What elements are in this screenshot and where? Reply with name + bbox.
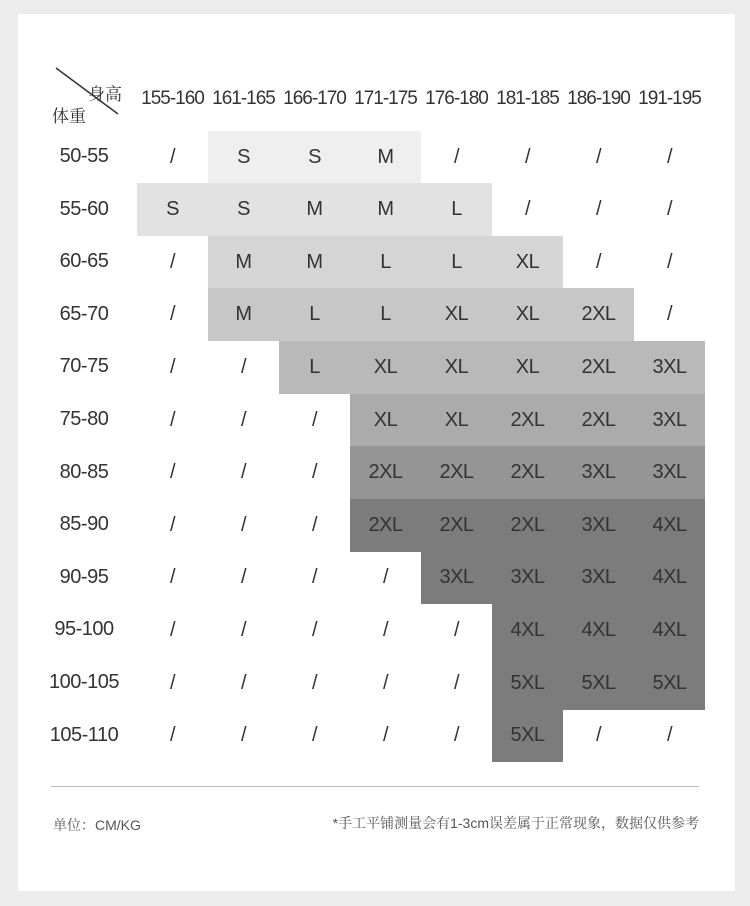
size-cell: 2XL	[350, 446, 421, 499]
height-column-header: 191-195	[638, 88, 701, 109]
size-cell: /	[169, 355, 176, 378]
size-cell: 5XL	[563, 657, 634, 710]
size-cell: S	[279, 131, 350, 184]
size-cell: M	[208, 236, 279, 289]
height-column-header: 181-185	[496, 88, 559, 109]
size-cell: XL	[421, 288, 492, 341]
size-cell: 3XL	[492, 551, 563, 604]
size-cell: 2XL	[563, 288, 634, 341]
size-cell: 4XL	[492, 604, 563, 657]
size-cell: 5XL	[634, 657, 705, 710]
size-cell: /	[240, 408, 247, 431]
size-cell: /	[382, 724, 389, 747]
unit-note: 单位：CM/KG	[53, 817, 141, 833]
size-cell: /	[666, 198, 673, 221]
size-cell: /	[240, 513, 247, 536]
size-cell: /	[240, 355, 247, 378]
size-cell: 2XL	[563, 341, 634, 394]
size-cell: /	[311, 513, 318, 536]
size-cell: L	[421, 183, 492, 236]
size-cell: /	[595, 724, 602, 747]
size-cell: /	[240, 671, 247, 694]
size-cell: /	[453, 724, 460, 747]
size-cell: /	[169, 461, 176, 484]
size-cell: 4XL	[634, 499, 705, 552]
measurement-disclaimer: *手工平铺测量会有1-3cm误差属于正常现象，数据仅供参考	[332, 815, 699, 831]
size-cell: /	[453, 145, 460, 168]
size-cell: /	[240, 618, 247, 641]
size-cell: /	[595, 145, 602, 168]
size-cell: 4XL	[634, 604, 705, 657]
weight-row-label: 75-80	[59, 408, 109, 430]
size-cell: /	[169, 618, 176, 641]
size-cell: S	[208, 131, 279, 184]
size-cell: /	[382, 618, 389, 641]
size-cell: XL	[421, 394, 492, 447]
size-cell: /	[595, 198, 602, 221]
size-cell: /	[524, 198, 531, 221]
weight-row-label: 85-90	[59, 513, 109, 536]
size-cell: 4XL	[634, 551, 705, 604]
size-cell: S	[137, 183, 208, 236]
size-cell: XL	[350, 394, 421, 447]
height-column-header: 186-190	[567, 88, 630, 109]
size-cell: /	[595, 250, 602, 273]
size-cell: 3XL	[421, 551, 492, 604]
weight-row-label: 80-85	[59, 460, 109, 483]
size-cell: M	[350, 183, 421, 236]
size-cell: 3XL	[563, 446, 634, 499]
size-cell: /	[666, 303, 673, 326]
size-cell: XL	[492, 236, 563, 289]
weight-row-label: 70-75	[59, 355, 109, 378]
weight-row-label: 65-70	[59, 302, 109, 325]
size-cell: /	[453, 671, 460, 694]
weight-row-label: 60-65	[59, 250, 109, 273]
weight-row-label: 55-60	[59, 197, 109, 220]
size-cell: /	[311, 618, 318, 641]
size-cell: /	[169, 303, 176, 326]
size-cell: /	[240, 461, 247, 484]
size-cell: XL	[350, 341, 421, 394]
size-cell: 3XL	[563, 551, 634, 604]
size-cell: 2XL	[563, 394, 634, 447]
height-column-header: 166-170	[283, 88, 346, 109]
size-cell: L	[279, 288, 350, 341]
size-cell: M	[208, 288, 279, 341]
table-corner-header	[52, 66, 122, 126]
size-cell: /	[311, 408, 318, 431]
size-cell: S	[208, 183, 279, 236]
weight-row-label: 100-105	[49, 671, 119, 693]
size-cell: L	[350, 288, 421, 341]
size-cell: /	[169, 724, 176, 747]
size-cell: /	[311, 461, 318, 484]
size-cell: /	[382, 671, 389, 694]
size-cell: 2XL	[492, 394, 563, 447]
size-cell: L	[350, 236, 421, 289]
size-cell: 5XL	[492, 657, 563, 710]
size-cell: /	[453, 618, 460, 641]
weight-row-label: 95-100	[54, 618, 114, 641]
size-cell: /	[311, 671, 318, 694]
footer-divider	[51, 786, 699, 787]
height-column-header: 176-180	[425, 88, 488, 109]
size-cell: /	[240, 724, 247, 747]
weight-axis-label: 体重	[52, 107, 86, 126]
size-cell: M	[279, 236, 350, 289]
size-cell: 2XL	[492, 499, 563, 552]
size-cell: /	[169, 566, 176, 589]
size-cell: /	[169, 408, 176, 431]
size-cell: /	[666, 724, 673, 747]
size-cell: 3XL	[563, 499, 634, 552]
height-column-header: 171-175	[354, 88, 417, 109]
size-cell: /	[311, 566, 318, 589]
weight-row-label: 90-95	[59, 565, 109, 588]
size-cell: /	[524, 145, 531, 168]
size-cell: /	[169, 250, 176, 273]
size-cell: 5XL	[492, 709, 563, 762]
size-cell: 2XL	[350, 499, 421, 552]
size-cell: 2XL	[421, 446, 492, 499]
size-cell: /	[169, 671, 176, 694]
size-cell: XL	[421, 341, 492, 394]
size-cell: XL	[492, 288, 563, 341]
height-column-header: 155-160	[141, 88, 204, 109]
size-cell: M	[350, 131, 421, 184]
size-cell: L	[421, 236, 492, 289]
size-cell: 3XL	[634, 394, 705, 447]
weight-row-label: 50-55	[59, 145, 109, 167]
size-cell: 3XL	[634, 446, 705, 499]
size-cell: /	[169, 145, 176, 168]
size-cell: /	[311, 724, 318, 747]
size-cell: L	[279, 341, 350, 394]
size-cell: XL	[492, 341, 563, 394]
height-axis-label: 身高	[88, 85, 122, 104]
size-cell: /	[666, 250, 673, 273]
size-cell: M	[279, 183, 350, 236]
size-cell: 2XL	[421, 499, 492, 552]
size-cell: 2XL	[492, 446, 563, 499]
size-cell: 3XL	[634, 341, 705, 394]
size-cell: /	[382, 566, 389, 589]
size-cell: /	[240, 566, 247, 589]
size-cell: /	[666, 145, 673, 168]
size-cell: /	[169, 513, 176, 536]
size-cell: 4XL	[563, 604, 634, 657]
height-column-header: 161-165	[212, 88, 275, 109]
weight-row-label: 105-110	[49, 723, 119, 746]
